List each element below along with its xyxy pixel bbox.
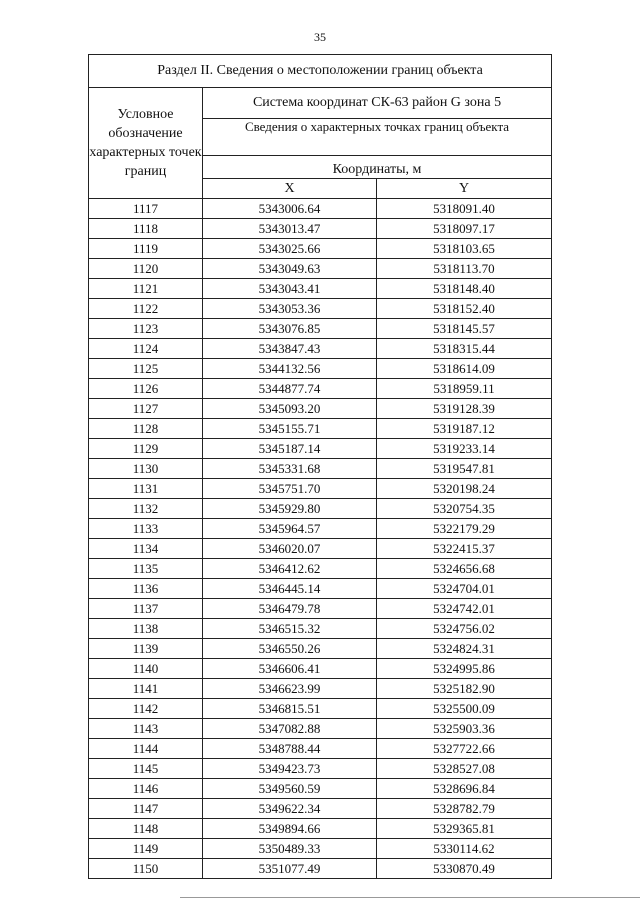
y-coordinate-cell: 5319128.39 xyxy=(377,399,552,419)
y-coordinate-cell: 5318315.44 xyxy=(377,339,552,359)
point-number-cell: 1143 xyxy=(89,719,203,739)
x-coordinate-cell: 5343847.43 xyxy=(203,339,377,359)
table-body xyxy=(89,199,552,879)
table-row xyxy=(89,199,552,219)
point-number-cell: 1137 xyxy=(89,599,203,619)
table-row xyxy=(89,419,552,439)
x-coordinate-cell: 5345751.70 xyxy=(203,479,377,499)
table-row xyxy=(89,639,552,659)
y-coordinate-cell: 5318145.57 xyxy=(377,319,552,339)
coordinate-system-header: Система координат СК-63 район G зона 5 xyxy=(203,88,552,119)
coordinates-unit-header: Координаты, м xyxy=(203,156,552,179)
x-coordinate-cell: 5346412.62 xyxy=(203,559,377,579)
x-coordinate-cell: 5343053.36 xyxy=(203,299,377,319)
point-number-cell: 1124 xyxy=(89,339,203,359)
y-coordinate-cell: 5324824.31 xyxy=(377,639,552,659)
point-number-cell: 1127 xyxy=(89,399,203,419)
point-number-cell: 1147 xyxy=(89,799,203,819)
table-row xyxy=(89,259,552,279)
point-number-cell: 1128 xyxy=(89,419,203,439)
x-coordinate-cell: 5349622.34 xyxy=(203,799,377,819)
x-coordinate-cell: 5349423.73 xyxy=(203,759,377,779)
y-coordinate-cell: 5318113.70 xyxy=(377,259,552,279)
y-coordinate-cell: 5325903.36 xyxy=(377,719,552,739)
x-coordinate-cell: 5345187.14 xyxy=(203,439,377,459)
table-row xyxy=(89,479,552,499)
y-coordinate-cell: 5322179.29 xyxy=(377,519,552,539)
points-info-header: Сведения о характерных точках границ объекта xyxy=(203,119,552,156)
y-coordinate-cell: 5318091.40 xyxy=(377,199,552,219)
point-number-cell: 1136 xyxy=(89,579,203,599)
x-coordinate-cell: 5346515.32 xyxy=(203,619,377,639)
point-number-cell: 1135 xyxy=(89,559,203,579)
table-row xyxy=(89,439,552,459)
point-number-cell: 1117 xyxy=(89,199,203,219)
table-row xyxy=(89,299,552,319)
page-edge-line xyxy=(180,897,640,898)
point-number-cell: 1140 xyxy=(89,659,203,679)
point-number-cell: 1132 xyxy=(89,499,203,519)
point-number-cell: 1122 xyxy=(89,299,203,319)
table-row xyxy=(89,799,552,819)
table-row xyxy=(89,279,552,299)
x-coordinate-cell: 5343013.47 xyxy=(203,219,377,239)
y-coordinate-cell: 5324742.01 xyxy=(377,599,552,619)
y-coordinate-cell: 5322415.37 xyxy=(377,539,552,559)
point-number-cell: 1126 xyxy=(89,379,203,399)
point-number-cell: 1148 xyxy=(89,819,203,839)
point-number-cell: 1131 xyxy=(89,479,203,499)
y-coordinate-cell: 5325500.09 xyxy=(377,699,552,719)
y-coordinate-cell: 5328527.08 xyxy=(377,759,552,779)
table-row xyxy=(89,699,552,719)
x-column-header: X xyxy=(203,179,377,199)
point-number-cell: 1150 xyxy=(89,859,203,879)
point-number-cell: 1145 xyxy=(89,759,203,779)
y-coordinate-cell: 5319233.14 xyxy=(377,439,552,459)
y-coordinate-cell: 5327722.66 xyxy=(377,739,552,759)
table-row xyxy=(89,839,552,859)
x-coordinate-cell: 5343006.64 xyxy=(203,199,377,219)
x-coordinate-cell: 5348788.44 xyxy=(203,739,377,759)
y-coordinate-cell: 5318959.11 xyxy=(377,379,552,399)
table-row xyxy=(89,559,552,579)
x-coordinate-cell: 5346020.07 xyxy=(203,539,377,559)
y-coordinate-cell: 5324756.02 xyxy=(377,619,552,639)
x-coordinate-cell: 5346815.51 xyxy=(203,699,377,719)
x-coordinate-cell: 5344132.56 xyxy=(203,359,377,379)
y-coordinate-cell: 5318614.09 xyxy=(377,359,552,379)
y-coordinate-cell: 5328782.79 xyxy=(377,799,552,819)
x-coordinate-cell: 5346550.26 xyxy=(203,639,377,659)
table-row xyxy=(89,519,552,539)
table-row xyxy=(89,659,552,679)
point-number-cell: 1142 xyxy=(89,699,203,719)
table-row xyxy=(89,859,552,879)
y-coordinate-cell: 5324656.68 xyxy=(377,559,552,579)
point-number-cell: 1139 xyxy=(89,639,203,659)
x-coordinate-cell: 5351077.49 xyxy=(203,859,377,879)
point-number-cell: 1130 xyxy=(89,459,203,479)
x-coordinate-cell: 5350489.33 xyxy=(203,839,377,859)
point-number-cell: 1138 xyxy=(89,619,203,639)
table-row xyxy=(89,219,552,239)
y-column-header: Y xyxy=(377,179,552,199)
point-number-cell: 1120 xyxy=(89,259,203,279)
y-coordinate-cell: 5330870.49 xyxy=(377,859,552,879)
x-coordinate-cell: 5346623.99 xyxy=(203,679,377,699)
y-coordinate-cell: 5319547.81 xyxy=(377,459,552,479)
table-row xyxy=(89,599,552,619)
y-coordinate-cell: 5318148.40 xyxy=(377,279,552,299)
point-number-cell: 1133 xyxy=(89,519,203,539)
x-coordinate-cell: 5345964.57 xyxy=(203,519,377,539)
x-coordinate-cell: 5346479.78 xyxy=(203,599,377,619)
x-coordinate-cell: 5349894.66 xyxy=(203,819,377,839)
x-coordinate-cell: 5347082.88 xyxy=(203,719,377,739)
y-coordinate-cell: 5318152.40 xyxy=(377,299,552,319)
y-coordinate-cell: 5318103.65 xyxy=(377,239,552,259)
point-number-cell: 1118 xyxy=(89,219,203,239)
x-coordinate-cell: 5345093.20 xyxy=(203,399,377,419)
y-coordinate-cell: 5320754.35 xyxy=(377,499,552,519)
x-coordinate-cell: 5344877.74 xyxy=(203,379,377,399)
point-number-cell: 1121 xyxy=(89,279,203,299)
y-coordinate-cell: 5325182.90 xyxy=(377,679,552,699)
table-row xyxy=(89,499,552,519)
y-coordinate-cell: 5324704.01 xyxy=(377,579,552,599)
y-coordinate-cell: 5324995.86 xyxy=(377,659,552,679)
point-designation-header: Условное обозначение характерных точек границ xyxy=(89,88,203,199)
table-row xyxy=(89,739,552,759)
point-number-cell: 1119 xyxy=(89,239,203,259)
table-row xyxy=(89,579,552,599)
table-row xyxy=(89,539,552,559)
table-row xyxy=(89,319,552,339)
point-number-cell: 1149 xyxy=(89,839,203,859)
point-number-cell: 1141 xyxy=(89,679,203,699)
table-row xyxy=(89,719,552,739)
point-number-cell: 1129 xyxy=(89,439,203,459)
y-coordinate-cell: 5320198.24 xyxy=(377,479,552,499)
x-coordinate-cell: 5343043.41 xyxy=(203,279,377,299)
table-row xyxy=(89,759,552,779)
y-coordinate-cell: 5328696.84 xyxy=(377,779,552,799)
table-row xyxy=(89,459,552,479)
table-row xyxy=(89,379,552,399)
x-coordinate-cell: 5343076.85 xyxy=(203,319,377,339)
x-coordinate-cell: 5343025.66 xyxy=(203,239,377,259)
x-coordinate-cell: 5345929.80 xyxy=(203,499,377,519)
table-row xyxy=(89,819,552,839)
point-number-cell: 1134 xyxy=(89,539,203,559)
table-row xyxy=(89,239,552,259)
coordinates-table xyxy=(88,54,552,879)
y-coordinate-cell: 5319187.12 xyxy=(377,419,552,439)
section-title: Раздел II. Сведения о местоположении границ объекта xyxy=(89,55,552,88)
point-number-cell: 1144 xyxy=(89,739,203,759)
table-row xyxy=(89,679,552,699)
x-coordinate-cell: 5346606.41 xyxy=(203,659,377,679)
table-row xyxy=(89,779,552,799)
x-coordinate-cell: 5346445.14 xyxy=(203,579,377,599)
point-number-cell: 1146 xyxy=(89,779,203,799)
page-number: 35 xyxy=(314,30,326,44)
point-number-cell: 1125 xyxy=(89,359,203,379)
y-coordinate-cell: 5318097.17 xyxy=(377,219,552,239)
y-coordinate-cell: 5329365.81 xyxy=(377,819,552,839)
x-coordinate-cell: 5345331.68 xyxy=(203,459,377,479)
table-row xyxy=(89,619,552,639)
x-coordinate-cell: 5345155.71 xyxy=(203,419,377,439)
y-coordinate-cell: 5330114.62 xyxy=(377,839,552,859)
x-coordinate-cell: 5349560.59 xyxy=(203,779,377,799)
point-number-cell: 1123 xyxy=(89,319,203,339)
table-row xyxy=(89,399,552,419)
table-row xyxy=(89,359,552,379)
x-coordinate-cell: 5343049.63 xyxy=(203,259,377,279)
table-row xyxy=(89,339,552,359)
